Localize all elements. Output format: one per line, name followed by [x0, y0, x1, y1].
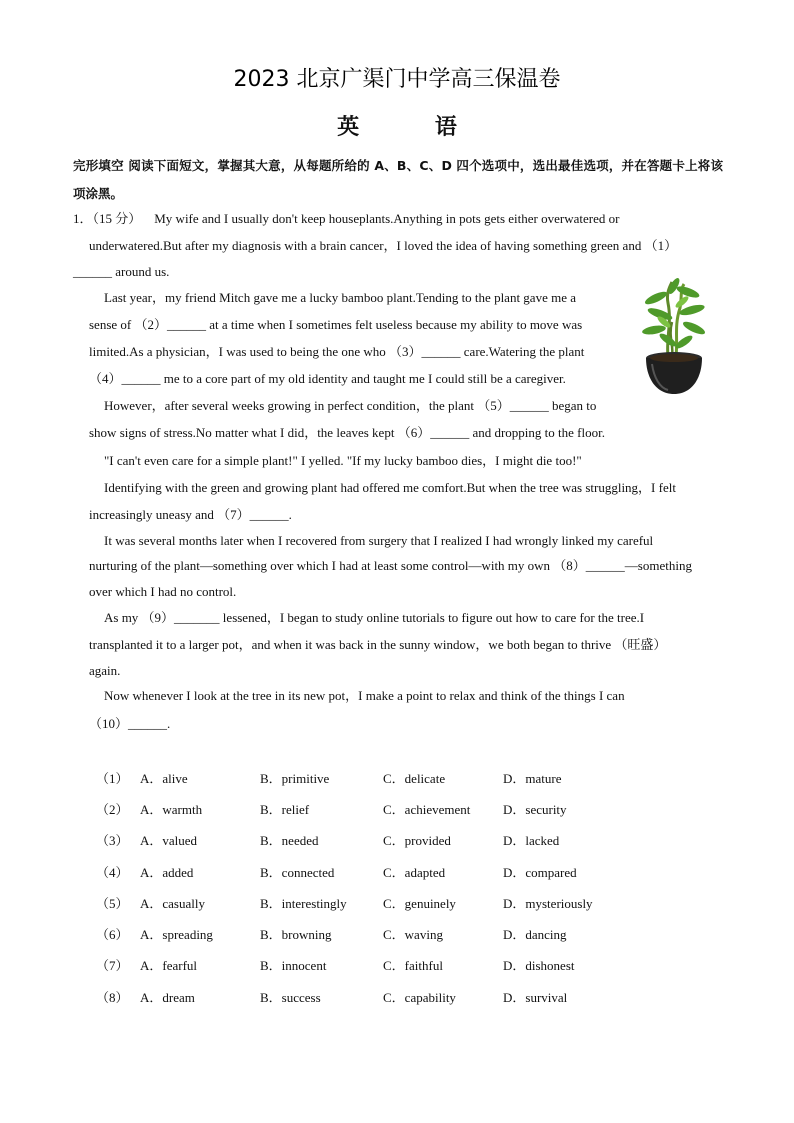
option-d: D．security [503, 802, 567, 817]
option-a: A．casually [140, 896, 205, 911]
option-a: A．alive [140, 771, 188, 786]
passage-line: increasingly uneasy and （7）______. [89, 507, 292, 522]
passage-line: limited.As a physician，I was used to being the one who （3）______ care.Watering the plant [89, 344, 585, 359]
question-number: （6） [96, 927, 129, 942]
option-a: A．dream [140, 990, 195, 1005]
passage-line: Identifying with the green and growing plant had offered me comfort.But when the tree was struggling，I felt [104, 480, 676, 495]
passage-line: "I can't even care for a simple plant!" I yelled. "If my lucky bamboo dies，I might die too!" [104, 453, 582, 468]
passage-line: Last year，my friend Mitch gave me a lucky bamboo plant.Tending to the plant gave me a [104, 290, 576, 305]
passage-line: It was several months later when I recovered from surgery that I realized I had wrongly linked my careful [104, 533, 654, 548]
instructions: 完形填空 阅读下面短文，掌握其大意，从每题所给的 A、B、C、D 四个选项中，选出最佳选项，并在答题卡上将该项涂黑。 [73, 158, 723, 201]
passage-line: over which I had no control. [89, 584, 237, 599]
option-d: D．dishonest [503, 958, 575, 973]
option-b: B．relief [260, 802, 310, 817]
question-number: （3） [96, 833, 129, 848]
passage-line: ______ around us. [73, 264, 170, 279]
page-title: 2023 北京广渠门中学高三保温卷 [233, 67, 561, 92]
option-d: D．mature [503, 771, 562, 786]
option-d: D．survival [503, 990, 568, 1005]
passage-line: underwatered.But after my diagnosis with a brain cancer，I loved the idea of having something green and （1） [89, 238, 678, 253]
option-a: A．fearful [140, 958, 198, 973]
option-c: C．capability [383, 990, 456, 1005]
question-number: （4） [96, 865, 129, 880]
option-a: A．spreading [140, 927, 213, 942]
option-b: B．success [260, 990, 321, 1005]
passage-line: Now whenever I look at the tree in its new pot，I make a point to relax and think of the things I can [104, 688, 625, 703]
passage-line: 1．（15 分） My wife and I usually don't keep houseplants.Anything in pots gets either overwatered or [73, 211, 620, 226]
option-c: C．achievement [383, 802, 471, 817]
option-d: D．dancing [503, 927, 567, 942]
option-c: C．delicate [383, 771, 446, 786]
option-b: B．browning [260, 927, 332, 942]
question-number: （7） [96, 958, 129, 973]
option-c: C．provided [383, 833, 451, 848]
passage-line: nurturing of the plant—something over which I had at least some control—with my own （8）______—something [89, 558, 692, 573]
passage-line: show signs of stress.No matter what I did，the leaves kept （6）______ and dropping to the floor. [89, 425, 605, 440]
option-b: B．interestingly [260, 896, 347, 911]
option-d: D．compared [503, 865, 577, 880]
bamboo-plant-icon [638, 278, 710, 398]
option-d: D．mysteriously [503, 896, 593, 911]
passage-line: sense of （2）______ at a time when I sometimes felt useless because my ability to move was [89, 317, 583, 332]
question-number: （8） [96, 990, 129, 1005]
option-b: B．needed [260, 833, 319, 848]
option-a: A．valued [140, 833, 198, 848]
option-b: B．innocent [260, 958, 327, 973]
option-d: D．lacked [503, 833, 560, 848]
option-c: C．genuinely [383, 896, 456, 911]
option-a: A．added [140, 865, 194, 880]
passage-line: transplanted it to a larger pot，and when it was back in the sunny window，we both began to thrive （旺盛） [89, 637, 667, 652]
option-c: C．adapted [383, 865, 446, 880]
question-number: （5） [96, 896, 129, 911]
passage-line: As my （9）_______ lessened，I began to study online tutorials to figure out how to care for the tree.I [104, 610, 645, 625]
passage-line: However，after several weeks growing in perfect condition，the plant （5）______ began to [104, 398, 597, 413]
passage-line: again. [89, 663, 121, 678]
passage-line: （10）______. [89, 716, 171, 731]
question-number: （2） [96, 802, 129, 817]
option-c: C．waving [383, 927, 443, 942]
option-b: B．primitive [260, 771, 330, 786]
passage-line: （4）______ me to a core part of my old identity and taught me I could still be a caregiver. [89, 371, 566, 386]
question-number: （1） [96, 771, 129, 786]
option-a: A．warmth [140, 802, 203, 817]
subject-heading: 英 语 [337, 115, 491, 140]
option-c: C．faithful [383, 958, 443, 973]
option-b: B．connected [260, 865, 335, 880]
